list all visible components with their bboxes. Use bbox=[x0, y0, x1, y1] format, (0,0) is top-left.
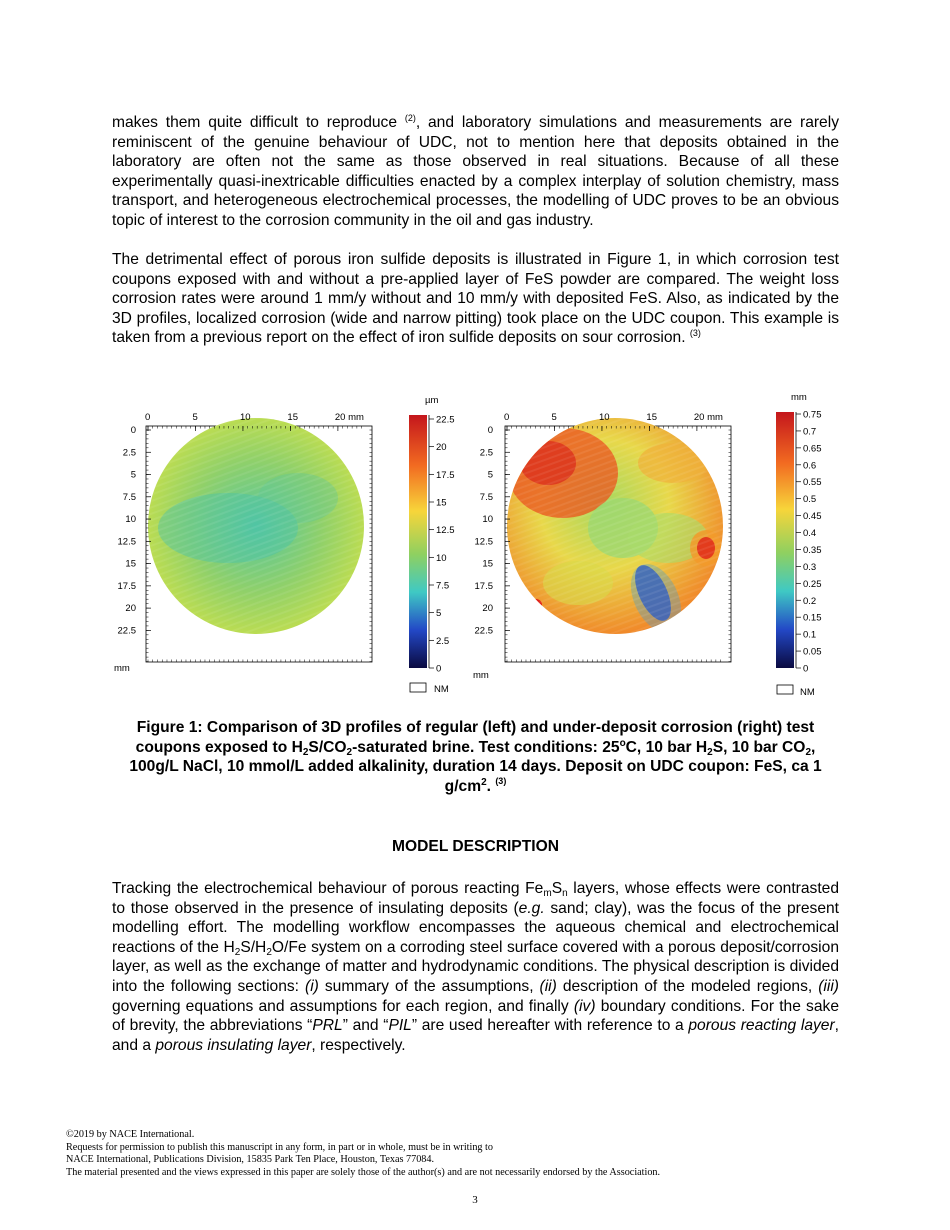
right-nm-label: NM bbox=[800, 687, 815, 698]
left-x-tick-label: 5 bbox=[192, 412, 198, 423]
figure-caption bbox=[112, 718, 839, 796]
text-run: layers, whose effects were contrasted to those observed in the presence of insulating deposits ( bbox=[112, 880, 839, 917]
right-scale-tick-label: 0.45 bbox=[803, 511, 822, 523]
left-y-tick-label: 17.5 bbox=[117, 580, 136, 592]
left-y-tick-label: 10 bbox=[125, 514, 136, 526]
left-scale-tick-label: 0 bbox=[436, 663, 442, 675]
right-scale-tick-label: 0.25 bbox=[803, 578, 822, 590]
right-scale-tick-label: 0.05 bbox=[803, 646, 822, 658]
right-scale-tick-label: 0.4 bbox=[803, 528, 817, 540]
caption-run: . bbox=[486, 777, 496, 795]
right-nm-swatch bbox=[777, 685, 793, 694]
right-x-tick-label: 10 bbox=[598, 412, 610, 423]
caption-sub: 2 bbox=[707, 746, 713, 758]
left-x-tick-label: 10 bbox=[239, 412, 251, 423]
left-scale-tick-label: 10 bbox=[436, 552, 447, 564]
text-run: makes them quite difficult to reproduce bbox=[112, 114, 405, 131]
text-run: O/Fe system on a corroding steel surface covered with a porous deposit/corrosion layer, as well as the exchange of matter and hydrodynamic conditions. The physical description is divided into the following sections: bbox=[112, 938, 839, 995]
caption-run: C, 10 bar H bbox=[625, 738, 708, 756]
left-scale-tick-label: 12.5 bbox=[436, 525, 455, 537]
left-nm-label: NM bbox=[434, 684, 449, 695]
subscript: 2 bbox=[266, 946, 272, 958]
body-paragraph-2 bbox=[112, 250, 839, 348]
left-scale-tick-label: 15 bbox=[436, 497, 447, 509]
right-color-scale bbox=[776, 392, 822, 698]
caption-run: -saturated brine. Test conditions: 25 bbox=[352, 738, 620, 756]
right-y-tick-label: 17.5 bbox=[474, 580, 493, 592]
left-y-tick-label: 20 bbox=[125, 603, 136, 615]
italic-run: (iii) bbox=[818, 977, 839, 995]
caption-sub: 2 bbox=[805, 746, 811, 758]
caption-run: S/CO bbox=[308, 738, 347, 756]
footer-disclaimer: The material presented and the views expressed in this paper are solely those of the author(s) and are not necessarily endorsed by the Association. bbox=[66, 1166, 661, 1178]
right-y-tick-label: 12.5 bbox=[474, 536, 493, 548]
subscript: n bbox=[562, 888, 568, 899]
right-scale-unit: mm bbox=[791, 392, 807, 403]
left-y-tick-label: 15 bbox=[125, 558, 136, 570]
text-run: , respectively. bbox=[311, 1036, 406, 1054]
italic-run: (iv) bbox=[573, 997, 596, 1015]
figure-1 bbox=[108, 388, 843, 706]
left-x-tick-label: 20 mm bbox=[334, 412, 364, 423]
footer-copyright: ©2019 by NACE International. bbox=[66, 1129, 195, 1140]
italic-run: PRL bbox=[312, 1017, 343, 1035]
text-run: Tracking the electrochemical behaviour of porous reacting Fe bbox=[112, 880, 544, 897]
footer-address: NACE International, Publications Division, 15835 Park Ten Place, Houston, Texas 77084. bbox=[66, 1154, 435, 1165]
left-nm-swatch bbox=[410, 683, 426, 692]
left-scale-tick-label: 5 bbox=[436, 608, 442, 620]
figure-1-graphic bbox=[108, 388, 843, 706]
right-y-tick-label: 15 bbox=[482, 558, 493, 570]
text-run: ” and “ bbox=[342, 1017, 389, 1035]
left-axis-unit: mm bbox=[114, 663, 130, 674]
text-run: summary of the assumptions, bbox=[318, 977, 540, 995]
caption-sup: o bbox=[619, 737, 626, 749]
caption-run: , 100g/L NaCl, 10 mmol/L added alkalinity, duration 14 days. Deposit on UDC coupon: FeS, ca 1 g/cm bbox=[129, 738, 822, 795]
left-scale-tick-label: 7.5 bbox=[436, 580, 450, 592]
right-scale-tick-label: 0.1 bbox=[803, 629, 817, 641]
text-run: S/H bbox=[240, 938, 267, 956]
right-scale-tick-label: 0.75 bbox=[803, 409, 822, 421]
body-paragraph-1 bbox=[112, 113, 839, 231]
left-scale-bar bbox=[409, 415, 427, 668]
caption-sub: 2 bbox=[302, 746, 309, 758]
text-run: boundary conditions. For the sake of brevity, the abbreviations “ bbox=[112, 997, 839, 1035]
caption-sup: 2 bbox=[481, 776, 487, 788]
left-x-tick-label: 15 bbox=[287, 412, 298, 423]
right-axis-unit: mm bbox=[473, 670, 489, 681]
right-scale-tick-label: 0 bbox=[803, 663, 809, 675]
right-x-tick-label: 0 bbox=[504, 412, 510, 423]
left-profile-plot bbox=[114, 412, 372, 674]
right-scale-tick-label: 0.2 bbox=[803, 595, 817, 607]
right-scale-tick-label: 0.6 bbox=[803, 460, 817, 472]
right-y-tick-label: 5 bbox=[487, 469, 493, 481]
left-y-tick-label: 12.5 bbox=[117, 536, 136, 548]
left-y-tick-label: 5 bbox=[130, 469, 136, 481]
right-y-tick-label: 7.5 bbox=[479, 491, 493, 503]
caption-run: S, 10 bar CO bbox=[712, 738, 806, 756]
section-heading: MODEL DESCRIPTION bbox=[392, 838, 559, 855]
text-run: description of the modeled regions, bbox=[556, 977, 819, 995]
italic-run: (ii) bbox=[539, 977, 557, 995]
text-run: governing equations and assumptions for each region, and finally bbox=[112, 997, 574, 1015]
right-x-tick-label: 15 bbox=[646, 412, 657, 423]
left-scale-tick-label: 2.5 bbox=[436, 635, 450, 647]
right-profile-plot bbox=[473, 412, 731, 681]
left-scale-tick-label: 20 bbox=[436, 442, 447, 454]
right-scale-tick-label: 0.3 bbox=[803, 561, 817, 573]
right-scale-tick-label: 0.35 bbox=[803, 544, 822, 556]
text-run: ” are used hereafter with reference to a bbox=[411, 1017, 689, 1035]
right-y-tick-label: 0 bbox=[487, 425, 493, 436]
right-scale-tick-label: 0.65 bbox=[803, 443, 822, 455]
page-number: 3 bbox=[472, 1194, 478, 1206]
right-scale-bar bbox=[776, 412, 794, 668]
footer-permission: Requests for permission to publish this manuscript in any form, in part or in whole, must be in writing to bbox=[66, 1141, 493, 1153]
right-scale-tick-label: 0.55 bbox=[803, 477, 822, 489]
text-run: , and laboratory simulations and measurements are rarely reminiscent of the genuine behaviour of UDC, not to mention here that deposits obtained in the laboratory are often not the same as those observed in real situations. Because of all these experimentally quasi-inextricable difficulties enacted by a complex interplay of solution chemistry, mass transport, and heterogeneous electrochemical processes, the modelling of UDC proves to be an obvious topic of interest to the corrosion community in the oil and gas industry. bbox=[112, 114, 839, 229]
italic-run: (i) bbox=[305, 977, 319, 995]
right-x-tick-label: 5 bbox=[551, 412, 557, 423]
italic-run: e.g. bbox=[518, 899, 545, 917]
right-y-tick-label: 10 bbox=[482, 514, 493, 526]
left-y-tick-label: 2.5 bbox=[122, 447, 136, 459]
page-footer bbox=[66, 1129, 886, 1179]
italic-run: porous insulating layer bbox=[155, 1036, 312, 1054]
left-y-tick-label: 7.5 bbox=[122, 491, 136, 503]
text-run: sand; clay), was the focus of the present modelling effort. The modelling workflow encompasses the aqueous chemical and electrochemical reactions of the H bbox=[112, 899, 840, 956]
citation-ref: (2) bbox=[404, 113, 416, 123]
text-run: S bbox=[551, 880, 563, 897]
right-scale-tick-label: 0.7 bbox=[803, 426, 817, 438]
right-y-tick-label: 22.5 bbox=[474, 625, 493, 637]
subscript: m bbox=[543, 888, 552, 899]
caption-run: Figure 1: Comparison of 3D profiles of regular (left) and under-deposit corrosion (right) test coupons exposed to H bbox=[135, 719, 815, 756]
citation-ref: (3) bbox=[689, 328, 701, 339]
left-x-tick-label: 0 bbox=[145, 412, 151, 423]
citation-ref: (3) bbox=[495, 775, 507, 786]
italic-run: PIL bbox=[388, 1017, 412, 1035]
text-run: , and a bbox=[112, 1017, 839, 1054]
left-y-tick-label: 0 bbox=[130, 425, 136, 436]
right-x-tick-label: 20 mm bbox=[693, 412, 723, 423]
body-paragraph-3 bbox=[112, 879, 839, 1055]
right-scale-tick-label: 0.5 bbox=[803, 494, 817, 506]
right-y-tick-label: 2.5 bbox=[479, 447, 493, 459]
left-y-tick-label: 22.5 bbox=[117, 625, 136, 637]
italic-run: porous reacting layer bbox=[688, 1017, 835, 1035]
subscript: 2 bbox=[234, 946, 241, 958]
left-scale-tick-label: 22.5 bbox=[436, 414, 455, 426]
caption-sub: 2 bbox=[346, 746, 353, 758]
left-scale-unit: µm bbox=[425, 395, 439, 406]
right-scale-tick-label: 0.15 bbox=[803, 612, 822, 624]
left-color-scale bbox=[409, 395, 455, 695]
left-scale-tick-label: 17.5 bbox=[436, 469, 455, 481]
right-y-tick-label: 20 bbox=[482, 603, 493, 615]
text-run: The detrimental effect of porous iron sulfide deposits is illustrated in Figure 1, in which corrosion test coupons exposed with and without a pre-applied layer of FeS powder are compared. The weight loss corrosion rates were around 1 mm/y without and 10 mm/y with deposited FeS. Also, as indicated by the 3D profiles, localized corrosion (wide and narrow pitting) took place on the UDC coupon. This example is taken from a previous report on the effect of iron sulfide deposits on sour corrosion. bbox=[112, 251, 839, 347]
